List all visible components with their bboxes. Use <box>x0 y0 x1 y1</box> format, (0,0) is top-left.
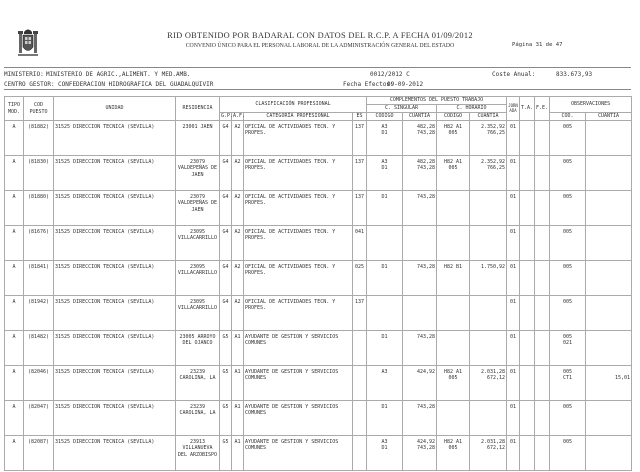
cell-obs-cod: 005 <box>550 191 586 226</box>
cell-categoria: OFICIAL DE ACTIVIDADES TECN. Y PROFES. <box>244 121 353 156</box>
cell-es: 137 <box>353 191 367 226</box>
cell-ta <box>520 226 535 261</box>
cell-af: A2 <box>232 261 244 296</box>
cell-af: A2 <box>232 296 244 331</box>
cell-jornada: 01 <box>507 296 520 331</box>
cell-fe <box>535 156 550 191</box>
cell-tipo: A <box>5 331 24 366</box>
col-ta: T.A. <box>520 97 535 121</box>
cell-sing-cod: D1 <box>367 261 403 296</box>
cell-obs-cod: 005 021 <box>550 331 586 366</box>
top-rule <box>4 67 631 68</box>
cell-sing-cod: D1 <box>367 331 403 366</box>
cell-hor-cuantia <box>470 401 507 436</box>
col-horario-codigo: CODIGO <box>437 113 470 121</box>
cell-hor-cod: H82 A1 005 <box>437 436 470 471</box>
cell-ta <box>520 331 535 366</box>
cell-ta <box>520 156 535 191</box>
cell-sing-cod <box>367 226 403 261</box>
col-obs-cod: COD. <box>550 113 586 121</box>
cell-sing-cuantia: 424,92 743,28 <box>403 436 437 471</box>
cell-sing-cod: D1 <box>367 191 403 226</box>
cell-hor-cod: H82 A1 005 <box>437 121 470 156</box>
coste-value: 833.673,93 <box>556 71 593 78</box>
cell-cod: (82046) <box>24 366 54 401</box>
cell-obs-cuantia <box>586 331 632 366</box>
cell-af: A2 <box>232 191 244 226</box>
cell-hor-cuantia: 1.750,92 <box>470 261 507 296</box>
col-singular-cuantia: CUANTIA <box>403 113 437 121</box>
cell-hor-cod: H82 A1 005 <box>437 156 470 191</box>
cell-sing-cuantia: 743,28 <box>403 401 437 436</box>
cell-hor-cuantia: 2.031,28 672,12 <box>470 436 507 471</box>
cell-unidad: 31525 DIRECCION TECNICA (SEVILLA) <box>54 191 176 226</box>
cell-gp: G5 <box>220 331 232 366</box>
cell-jornada: 01 <box>507 156 520 191</box>
cell-obs-cod: 005 <box>550 296 586 331</box>
col-horario: C. HORARIO <box>437 105 507 113</box>
centro-label: CENTRO GESTOR: <box>4 81 55 88</box>
cell-unidad: 31525 DIRECCION TECNICA (SEVILLA) <box>54 296 176 331</box>
cell-jornada: 01 <box>507 331 520 366</box>
cell-ta <box>520 436 535 471</box>
cell-residencia: 23079 VALDEPEÑAS DE JAEN <box>176 156 220 191</box>
col-unidad: UNIDAD <box>54 97 176 121</box>
cell-gp: G4 <box>220 296 232 331</box>
cell-af: A1 <box>232 436 244 471</box>
col-complementos: COMPLEMENTOS DEL PUESTO TRABAJO <box>367 97 507 105</box>
cell-hor-cuantia <box>470 331 507 366</box>
cell-ta <box>520 191 535 226</box>
cell-gp: G4 <box>220 121 232 156</box>
cell-ta <box>520 296 535 331</box>
cell-hor-cuantia: 2.352,92 766,25 <box>470 156 507 191</box>
cell-categoria: AYUDANTE DE GESTION Y SERVICIOS COMUNES <box>244 401 353 436</box>
cell-es <box>353 436 367 471</box>
cell-hor-cod: H82 A1 005 <box>437 366 470 401</box>
cell-sing-cuantia: 482,28 743,28 <box>403 121 437 156</box>
cell-gp: G4 <box>220 156 232 191</box>
cell-obs-cod: 005 <box>550 261 586 296</box>
cell-es <box>353 401 367 436</box>
cell-es: 041 <box>353 226 367 261</box>
col-gp: G.P. <box>221 113 234 120</box>
col-cod-puesto: COD PUESTO <box>24 97 54 121</box>
cell-sing-cuantia: 743,28 <box>403 261 437 296</box>
cell-obs-cuantia <box>586 226 632 261</box>
cell-hor-cuantia <box>470 296 507 331</box>
cell-cod: (81882) <box>24 121 54 156</box>
cell-jornada: 01 <box>507 366 520 401</box>
cell-hor-cod <box>437 296 470 331</box>
cell-es <box>353 366 367 401</box>
table-row <box>5 366 632 401</box>
cell-gp: G4 <box>220 226 232 261</box>
cell-tipo: A <box>5 261 24 296</box>
cell-tipo: A <box>5 226 24 261</box>
table-row <box>5 121 632 156</box>
cell-sing-cod <box>367 296 403 331</box>
cell-obs-cod: 005 <box>550 401 586 436</box>
cell-sing-cuantia: 743,28 <box>403 331 437 366</box>
cell-tipo: A <box>5 191 24 226</box>
cell-es <box>353 331 367 366</box>
cell-tipo: A <box>5 121 24 156</box>
cell-obs-cuantia <box>586 121 632 156</box>
cell-gp: G5 <box>220 366 232 401</box>
cell-hor-cod: H82 B1 <box>437 261 470 296</box>
cell-fe <box>535 436 550 471</box>
cell-cod: (82047) <box>24 401 54 436</box>
cell-categoria: OFICIAL DE ACTIVIDADES TECN. Y PROFES. <box>244 261 353 296</box>
table-row <box>5 401 632 436</box>
cell-hor-cuantia <box>470 191 507 226</box>
col-singular: C. SINGULAR <box>367 105 437 113</box>
col-observaciones: OBSERVACIONES <box>550 97 632 113</box>
col-clasificacion: CLASIFICACIÓN PROFESIONAL <box>220 97 367 113</box>
cell-tipo: A <box>5 401 24 436</box>
cell-jornada: 01 <box>507 436 520 471</box>
ministerio-label: MINISTERIO: <box>4 71 44 78</box>
page-indicator: Página 31 de 47 <box>512 42 563 48</box>
cell-gp: G5 <box>220 401 232 436</box>
cell-hor-cod <box>437 331 470 366</box>
document-code: 0012/2012 C <box>370 71 410 78</box>
cell-residencia: 23239 CAROLINA, LA <box>176 366 220 401</box>
col-categoria: CATEGORÍA PROFESIONAL <box>244 113 353 121</box>
cell-hor-cod <box>437 401 470 436</box>
cell-cod: (81830) <box>24 156 54 191</box>
cell-jornada: 01 <box>507 226 520 261</box>
cell-unidad: 31525 DIRECCION TECNICA (SEVILLA) <box>54 261 176 296</box>
cell-categoria: AYUDANTE DE GESTION Y SERVICIOS COMUNES <box>244 331 353 366</box>
cell-es: 137 <box>353 156 367 191</box>
col-es: ES <box>353 113 367 121</box>
cell-hor-cuantia <box>470 226 507 261</box>
cell-cod: (81841) <box>24 261 54 296</box>
cell-sing-cuantia: 424,92 <box>403 366 437 401</box>
cell-obs-cuantia <box>586 436 632 471</box>
cell-hor-cod <box>437 191 470 226</box>
cell-gp: G4 <box>220 261 232 296</box>
cell-jornada: 01 <box>507 191 520 226</box>
col-fe: F.E. <box>535 97 550 121</box>
cell-residencia: 23005 ARROYO DEL OJANCO <box>176 331 220 366</box>
cell-residencia: 23001 JAEN <box>176 121 220 156</box>
col-horario-cuantia: CUANTIA <box>470 113 507 121</box>
cell-af: A2 <box>232 121 244 156</box>
cell-af: A1 <box>232 331 244 366</box>
cell-ta <box>520 261 535 296</box>
ministerio-value: MINISTERIO DE AGRIC.,ALIMENT. Y MED.AMB. <box>46 71 191 78</box>
cell-sing-cod: A3 D1 <box>367 121 403 156</box>
col-tipo: TIPO MOD. <box>5 97 24 121</box>
col-af: A.F. <box>233 113 246 120</box>
cell-af: A2 <box>232 156 244 191</box>
cell-gp: G5 <box>220 436 232 471</box>
cell-obs-cuantia <box>586 401 632 436</box>
coste-label: Coste Anual: <box>492 71 536 78</box>
table-row <box>5 191 632 226</box>
table-row <box>5 226 632 261</box>
cell-categoria: OFICIAL DE ACTIVIDADES TECN. Y PROFES. <box>244 191 353 226</box>
cell-obs-cuantia <box>586 296 632 331</box>
table-row <box>5 156 632 191</box>
cell-hor-cuantia: 2.031,28 672,12 <box>470 366 507 401</box>
col-obs-cuantia: CUANTIA <box>586 113 632 121</box>
cell-tipo: A <box>5 366 24 401</box>
cell-residencia: 23079 VALDEPEÑAS DE JAEN <box>176 191 220 226</box>
cell-fe <box>535 296 550 331</box>
report-subtitle: CONVENIO ÚNICO PARA EL PERSONAL LABORAL DE LA ADMINISTRACIÓN GENERAL DEL ESTADO <box>185 43 455 49</box>
cell-fe <box>535 366 550 401</box>
cell-tipo: A <box>5 296 24 331</box>
cell-unidad: 31525 DIRECCION TECNICA (SEVILLA) <box>54 331 176 366</box>
cell-sing-cod: A3 D1 <box>367 156 403 191</box>
header-bottom-rule <box>4 89 631 90</box>
cell-hor-cuantia: 2.352,92 766,25 <box>470 121 507 156</box>
cell-fe <box>535 191 550 226</box>
cell-sing-cuantia <box>403 296 437 331</box>
cell-cod: (81676) <box>24 226 54 261</box>
cell-sing-cuantia: 743,28 <box>403 191 437 226</box>
cell-af: A2 <box>232 226 244 261</box>
cell-categoria: AYUDANTE DE GESTION Y SERVICIOS COMUNES <box>244 366 353 401</box>
cell-hor-cod <box>437 226 470 261</box>
col-singular-codigo: CODIGO <box>367 113 403 121</box>
cell-obs-cuantia <box>586 261 632 296</box>
cell-obs-cod: 005 <box>550 121 586 156</box>
cell-obs-cod: 005 CT1 <box>550 366 586 401</box>
cell-cod: (82087) <box>24 436 54 471</box>
cell-residencia: 23095 VILLACARRILLO <box>176 296 220 331</box>
cell-cod: (81482) <box>24 331 54 366</box>
cell-residencia: 23913 VILLANUEVA DEL ARZOBISPO <box>176 436 220 471</box>
cell-fe <box>535 226 550 261</box>
cell-es: 025 <box>353 261 367 296</box>
cell-unidad: 31525 DIRECCION TECNICA (SEVILLA) <box>54 401 176 436</box>
cell-cod: (81942) <box>24 296 54 331</box>
fecha-label: Fecha Efectos: <box>343 81 394 88</box>
cell-fe <box>535 261 550 296</box>
cell-residencia: 23095 VILLACARRILLO <box>176 261 220 296</box>
cell-ta <box>520 366 535 401</box>
cell-categoria: OFICIAL DE ACTIVIDADES TECN. Y PROFES. <box>244 156 353 191</box>
col-jornada: JORNADA <box>507 97 520 121</box>
cell-sing-cuantia <box>403 226 437 261</box>
cell-af: A1 <box>232 366 244 401</box>
cell-es: 137 <box>353 121 367 156</box>
cell-obs-cuantia <box>586 156 632 191</box>
cell-es: 137 <box>353 296 367 331</box>
cell-sing-cod: A3 D1 <box>367 436 403 471</box>
report-title: RID OBTENIDO POR BADARAL CON DATOS DEL R.C.P. A FECHA 01/09/2012 <box>167 31 473 40</box>
cell-obs-cod: 005 <box>550 156 586 191</box>
cell-ta <box>520 121 535 156</box>
cell-sing-cuantia: 482,28 743,28 <box>403 156 437 191</box>
cell-fe <box>535 401 550 436</box>
cell-unidad: 31525 DIRECCION TECNICA (SEVILLA) <box>54 121 176 156</box>
cell-residencia: 23239 CAROLINA, LA <box>176 401 220 436</box>
cell-unidad: 31525 DIRECCION TECNICA (SEVILLA) <box>54 436 176 471</box>
cell-jornada: 01 <box>507 121 520 156</box>
cell-jornada: 01 <box>507 261 520 296</box>
cell-unidad: 31525 DIRECCION TECNICA (SEVILLA) <box>54 226 176 261</box>
cell-categoria: OFICIAL DE ACTIVIDADES TECN. Y PROFES. <box>244 226 353 261</box>
cell-sing-cod: D1 <box>367 401 403 436</box>
table-row <box>5 331 632 366</box>
table-row <box>5 296 632 331</box>
cell-categoria: AYUDANTE DE GESTION Y SERVICIOS COMUNES <box>244 436 353 471</box>
cell-unidad: 31525 DIRECCION TECNICA (SEVILLA) <box>54 156 176 191</box>
cell-fe <box>535 331 550 366</box>
cell-tipo: A <box>5 156 24 191</box>
cell-tipo: A <box>5 436 24 471</box>
cell-jornada: 01 <box>507 401 520 436</box>
cell-obs-cuantia: 15,01 <box>586 366 632 401</box>
col-residencia: RESIDENCIA <box>176 97 220 121</box>
cell-obs-cod: 005 <box>550 226 586 261</box>
cell-obs-cod: 005 <box>550 436 586 471</box>
table-row <box>5 261 632 296</box>
cell-unidad: 31525 DIRECCION TECNICA (SEVILLA) <box>54 366 176 401</box>
cell-ta <box>520 401 535 436</box>
table-row <box>5 436 632 471</box>
cell-sing-cod: A3 <box>367 366 403 401</box>
cell-residencia: 23095 VILLACARRILLO <box>176 226 220 261</box>
cell-categoria: OFICIAL DE ACTIVIDADES TECN. Y PROFES. <box>244 296 353 331</box>
positions-table <box>4 96 632 471</box>
cell-af: A1 <box>232 401 244 436</box>
cell-cod: (81880) <box>24 191 54 226</box>
cell-obs-cuantia <box>586 191 632 226</box>
fecha-value: 09-09-2012 <box>387 81 424 88</box>
cell-fe <box>535 121 550 156</box>
centro-value: CONFEDERACION HIDROGRAFICA DEL GUADALQUIVIR <box>58 81 214 88</box>
cell-gp: G4 <box>220 191 232 226</box>
